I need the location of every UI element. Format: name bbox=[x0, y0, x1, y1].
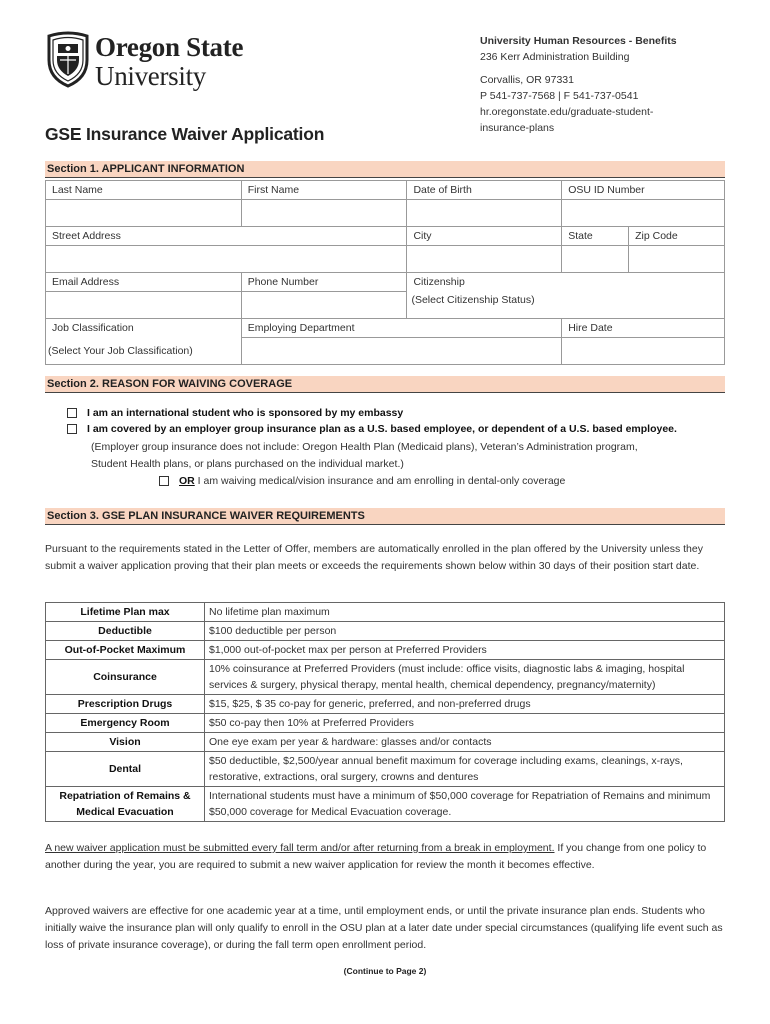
requirement-row bbox=[46, 733, 725, 752]
requirement-value: One eye exam per year & hardware: glasses and/or contacts bbox=[205, 733, 725, 752]
continue-note: (Continue to Page 2) bbox=[343, 966, 427, 976]
requirement-name: Repatriation of Remains & Medical Evacuation bbox=[46, 787, 205, 822]
or-label: OR bbox=[179, 475, 195, 487]
city-label: City bbox=[407, 227, 562, 246]
waiver-notice-rest: If you change from one policy to another during the year, you are required to submit a new waiver application for review the month it becomes effective. bbox=[45, 842, 707, 871]
requirement-name: Deductible bbox=[46, 622, 205, 641]
street-label: Street Address bbox=[46, 227, 407, 246]
requirement-row bbox=[46, 787, 725, 822]
checkbox-employer-plan[interactable] bbox=[67, 424, 77, 434]
requirement-name: Out-of-Pocket Maximum bbox=[46, 641, 205, 660]
job-class-select[interactable]: (Select Your Job Classification) bbox=[46, 338, 242, 365]
city-field[interactable] bbox=[407, 246, 562, 273]
first-name-field[interactable] bbox=[241, 200, 407, 227]
section3-heading: Section 3. GSE PLAN INSURANCE WAIVER REQUIREMENTS bbox=[45, 508, 725, 525]
requirement-value: $1,000 out-of-pocket max per person at Preferred Providers bbox=[205, 641, 725, 660]
waiver-notice-underlined: A new waiver application must be submitted every fall term and/or after returning from a break in employment. bbox=[45, 842, 555, 854]
requirement-value: $15, $25, $ 35 co-pay for generic, preferred, and non-preferred drugs bbox=[205, 695, 725, 714]
requirement-row bbox=[46, 622, 725, 641]
phone-label: Phone Number bbox=[241, 273, 407, 292]
phone-fax: P 541-737-7568 | F 541-737-0541 bbox=[480, 89, 639, 102]
employing-dept-field[interactable] bbox=[241, 338, 561, 365]
osu-id-label: OSU ID Number bbox=[562, 181, 725, 200]
phone-field[interactable] bbox=[241, 292, 407, 319]
requirement-name: Prescription Drugs bbox=[46, 695, 205, 714]
requirement-row bbox=[46, 695, 725, 714]
requirement-row bbox=[46, 714, 725, 733]
requirement-name: Emergency Room bbox=[46, 714, 205, 733]
requirement-row bbox=[46, 660, 725, 695]
web-address-line2: insurance-plans bbox=[480, 122, 555, 135]
requirement-row bbox=[46, 641, 725, 660]
requirement-value: International students must have a minimum of $50,000 coverage for Repatriation of Remains and minimum $50,000 coverage for Medical Evacuation coverage. bbox=[205, 787, 725, 822]
address-line2: Corvallis, OR 97331 bbox=[480, 73, 574, 86]
option-employer-plan-label: I am covered by an employer group insurance plan as a U.S. based employee, or dependent of a U.S. based employee. bbox=[87, 423, 677, 435]
state-field[interactable] bbox=[562, 246, 629, 273]
form-title: GSE Insurance Waiver Application bbox=[45, 124, 325, 144]
option-embassy[interactable] bbox=[67, 407, 403, 419]
osu-logo bbox=[45, 30, 275, 92]
citizenship-label: Citizenship bbox=[407, 273, 725, 292]
section2-heading: Section 2. REASON FOR WAIVING COVERAGE bbox=[45, 376, 725, 393]
requirement-name: Vision bbox=[46, 733, 205, 752]
employer-note-line2: Student Health plans, or plans purchased on the individual market.) bbox=[91, 458, 404, 470]
department-name: University Human Resources - Benefits bbox=[480, 35, 677, 47]
requirement-name: Lifetime Plan max bbox=[46, 603, 205, 622]
osu-id-field[interactable] bbox=[562, 200, 725, 227]
requirement-name: Dental bbox=[46, 752, 205, 787]
street-field[interactable] bbox=[46, 246, 407, 273]
section1-heading: Section 1. APPLICANT INFORMATION bbox=[45, 161, 725, 178]
section3-intro: Pursuant to the requirements stated in the Letter of Offer, members are automatically enrolled in the plan offered by the University unless they submit a waiver application proving that their plan meets or exceeds the requirements shown below within 30 days of their position start date. bbox=[45, 543, 703, 572]
zip-label: Zip Code bbox=[629, 227, 725, 246]
requirement-value: No lifetime plan maximum bbox=[205, 603, 725, 622]
job-class-label: Job Classification bbox=[46, 319, 242, 338]
email-label: Email Address bbox=[46, 273, 242, 292]
option-dental-only[interactable] bbox=[159, 475, 565, 487]
email-field[interactable] bbox=[46, 292, 242, 319]
osu-seal-icon bbox=[45, 30, 91, 88]
contact-block bbox=[480, 33, 720, 137]
logo-line1: Oregon State bbox=[95, 32, 244, 62]
hire-date-label: Hire Date bbox=[562, 319, 725, 338]
employer-note-line1: (Employer group insurance does not include: Oregon Health Plan (Medicaid plans), Veteran’s Administration program, bbox=[91, 441, 638, 453]
option-embassy-label: I am an international student who is sponsored by my embassy bbox=[87, 407, 404, 419]
dob-field[interactable] bbox=[407, 200, 562, 227]
requirement-row bbox=[46, 752, 725, 787]
requirement-value: 10% coinsurance at Preferred Providers (must include: office visits, diagnostic labs & imaging, hospital services & surgery, physical therapy, mental health, chemical dependency, pregnancy/maternity) bbox=[205, 660, 725, 695]
checkbox-embassy[interactable] bbox=[67, 408, 77, 418]
option-employer-plan[interactable] bbox=[67, 423, 677, 435]
zip-field[interactable] bbox=[629, 246, 725, 273]
first-name-label: First Name bbox=[241, 181, 407, 200]
last-name-label: Last Name bbox=[46, 181, 242, 200]
waiver-notice bbox=[45, 840, 725, 874]
web-address-line1: hr.oregonstate.edu/graduate-student- bbox=[480, 106, 654, 119]
state-label: State bbox=[562, 227, 629, 246]
requirement-value: $50 co-pay then 10% at Preferred Providers bbox=[205, 714, 725, 733]
dob-label: Date of Birth bbox=[407, 181, 562, 200]
requirement-row bbox=[46, 603, 725, 622]
address-line1: 236 Kerr Administration Building bbox=[480, 51, 630, 64]
option-dental-only-label: I am waiving medical/vision insurance and am enrolling in dental-only coverage bbox=[194, 475, 566, 487]
hire-date-field[interactable] bbox=[562, 338, 725, 365]
applicant-info-table bbox=[45, 180, 725, 365]
employing-dept-label: Employing Department bbox=[241, 319, 561, 338]
last-name-field[interactable] bbox=[46, 200, 242, 227]
citizenship-select[interactable]: (Select Citizenship Status) bbox=[407, 292, 725, 319]
requirement-value: $100 deductible per person bbox=[205, 622, 725, 641]
requirement-value: $50 deductible, $2,500/year annual benefit maximum for coverage including exams, cleanings, x-rays, restorative, extractions, oral surgery, crowns and dentures bbox=[205, 752, 725, 787]
logo-line2: University bbox=[95, 61, 206, 91]
requirement-name: Coinsurance bbox=[46, 660, 205, 695]
checkbox-dental-only[interactable] bbox=[159, 476, 169, 486]
approved-waivers-text: Approved waivers are effective for one academic year at a time, until employment ends, or until the private insurance plan ends. Students who initially waive the insurance plan will only qualify to enroll in the OSU plan at a later date under special circumstances (qualifying life event such as loss of private insurance coverage), or during the fall term open enrollment period. bbox=[45, 905, 723, 951]
requirements-table bbox=[45, 602, 725, 822]
